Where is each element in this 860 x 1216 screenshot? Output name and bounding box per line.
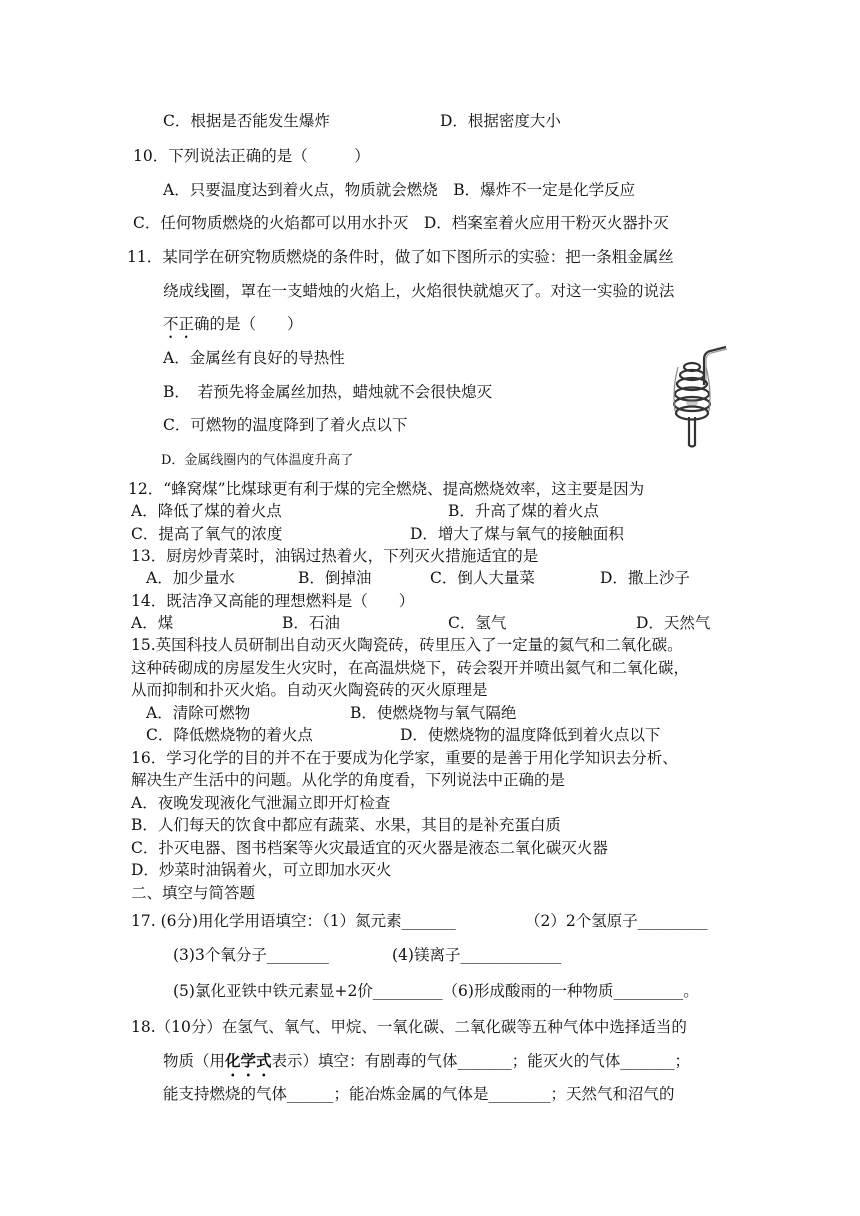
q18-line2-post: 表示）填空：有剧毒的气体_______；能灭火的气体_______； xyxy=(271,1052,691,1070)
q13-option-b: B．倒掉油 xyxy=(298,569,372,587)
q11-stem-line3 xyxy=(163,313,303,342)
q17-line2-part2: (4)镁离子_____________ xyxy=(392,946,562,964)
q13-stem: 13．厨房炒青菜时，油锅过热着火，下列灭火措施适宜的是 xyxy=(131,547,539,565)
q10-options-ab: A．只要温度达到着火点，物质就会燃烧 B．爆炸不一定是化学反应 xyxy=(163,181,636,199)
q13-option-a: A．加少量水 xyxy=(146,569,235,587)
q10-stem: 10．下列说法正确的是（ ） xyxy=(133,147,370,165)
q10-options-cd: C．任何物质燃烧的火焰都可以用水扑灭 D．档案室着火应用干粉灭火器扑灭 xyxy=(133,214,669,232)
q16-option-b: B．人们每天的饮食中都应有蔬菜、水果，其目的是补充蛋白质 xyxy=(131,816,561,834)
q18-line1: 18.（10分）在氢气、氧气、甲烷、一氧化碳、二氧化碳等五种气体中选择适当的 xyxy=(131,1018,687,1036)
q14-stem: 14．既洁净又高能的理想燃料是（ ） xyxy=(131,592,415,610)
q14-option-d: D．天然气 xyxy=(636,614,711,632)
q9-option-d: D．根据密度大小 xyxy=(440,112,561,130)
q14-option-a: A．煤 xyxy=(131,614,174,632)
q11-option-d: D．金属线圈内的气体温度升高了 xyxy=(161,453,354,468)
q14-option-b: B．石油 xyxy=(282,614,340,632)
q12-stem: 12．“蜂窝煤”比煤球更有利于煤的完全燃烧、提高燃烧效率，这主要是因为 xyxy=(128,480,645,498)
q16-stem-line2: 解决生产生活中的问题。从化学的角度看，下列说法中正确的是 xyxy=(131,771,566,789)
q18-line3: 能支持燃烧的气体______；能冶炼金属的气体是________；天然气和沼气的 xyxy=(163,1085,675,1103)
q18-line2-pre: 物质（用 xyxy=(163,1052,226,1070)
q15-option-b: B．使燃烧物与氧气隔绝 xyxy=(350,704,517,722)
q11-option-a: A．金属丝有良好的导热性 xyxy=(163,349,345,367)
q18-line2 xyxy=(163,1050,690,1080)
wire-coil-candle-icon xyxy=(652,345,732,450)
q11-stem-rest: 确的是（ ） xyxy=(194,315,303,333)
section-heading: 二、填空与简答题 xyxy=(131,884,256,902)
q12-option-a: A．降低了煤的着火点 xyxy=(131,502,282,520)
q15-stem-line2: 这种砖砌成的房屋发生火灾时，在高温烘烧下，砖会裂开并喷出氦气和二氧化碳， xyxy=(131,659,690,677)
q9-option-c: C．根据是否能发生爆炸 xyxy=(163,112,330,130)
q11-option-b: B． 若预先将金属丝加热，蜡烛就不会很快熄灭 xyxy=(163,383,493,401)
q11-emphasis: 不正 xyxy=(163,315,195,333)
q13-option-d: D．撒上沙子 xyxy=(600,569,690,587)
q15-option-d: D．使燃烧物的温度降低到着火点以下 xyxy=(400,726,661,744)
q14-option-c: C．氢气 xyxy=(448,614,507,632)
q17-line1-part2: （2）2个氢原子_________ xyxy=(525,912,708,930)
q17-line3: (5)氯化亚铁中铁元素显+2价_________（6)形成酸雨的一种物质_________。 xyxy=(173,982,699,1000)
q11-stem-line2: 绕成线圈，罩在一支蜡烛的火焰上，火焰很快就熄灭了。对这一实验的说法 xyxy=(163,282,675,300)
q12-option-c: C．提高了氧气的浓度 xyxy=(131,525,283,543)
q15-option-a: A．清除可燃物 xyxy=(146,704,251,722)
q11-option-c: C．可燃物的温度降到了着火点以下 xyxy=(163,416,408,434)
q13-option-c: C．倒人大量菜 xyxy=(430,569,535,587)
q15-option-c: C．降低燃烧物的着火点 xyxy=(146,726,313,744)
q12-option-b: B．升高了煤的着火点 xyxy=(448,502,599,520)
q12-option-d: D．增大了煤与氧气的接触面积 xyxy=(410,525,624,543)
q16-option-a: A．夜晚发现液化气泄漏立即开灯检查 xyxy=(131,794,391,812)
q11-stem-line1: 11．某同学在研究物质燃烧的条件时，做了如下图所示的实验：把一条粗金属丝 xyxy=(127,248,674,266)
q18-emphasis: 化学式 xyxy=(225,1051,272,1070)
q16-option-c: C．扑灭电器、图书档案等火灾最适宜的灭火器是液态二氧化碳灭火器 xyxy=(131,839,608,857)
q17-line1-part1: 17. (6分)用化学用语填空：（1）氮元素_______ xyxy=(131,912,456,930)
q16-option-d: D．炒菜时油锅着火，可立即加水灭火 xyxy=(131,861,392,879)
q16-stem-line1: 16．学习化学的目的并不在于要成为化学家，重要的是善于用化学知识去分析、 xyxy=(131,749,678,767)
q15-stem-line3: 从而抑制和扑灭火焰。自动灭火陶瓷砖的灭火原理是 xyxy=(131,681,488,699)
q17-line2-part1: (3)3个氧分子________ xyxy=(173,946,329,964)
q15-stem-line1: 15.英国科技人员研制出自动灭火陶瓷砖，砖里压入了一定量的氦气和二氧化碳。 xyxy=(131,636,683,654)
